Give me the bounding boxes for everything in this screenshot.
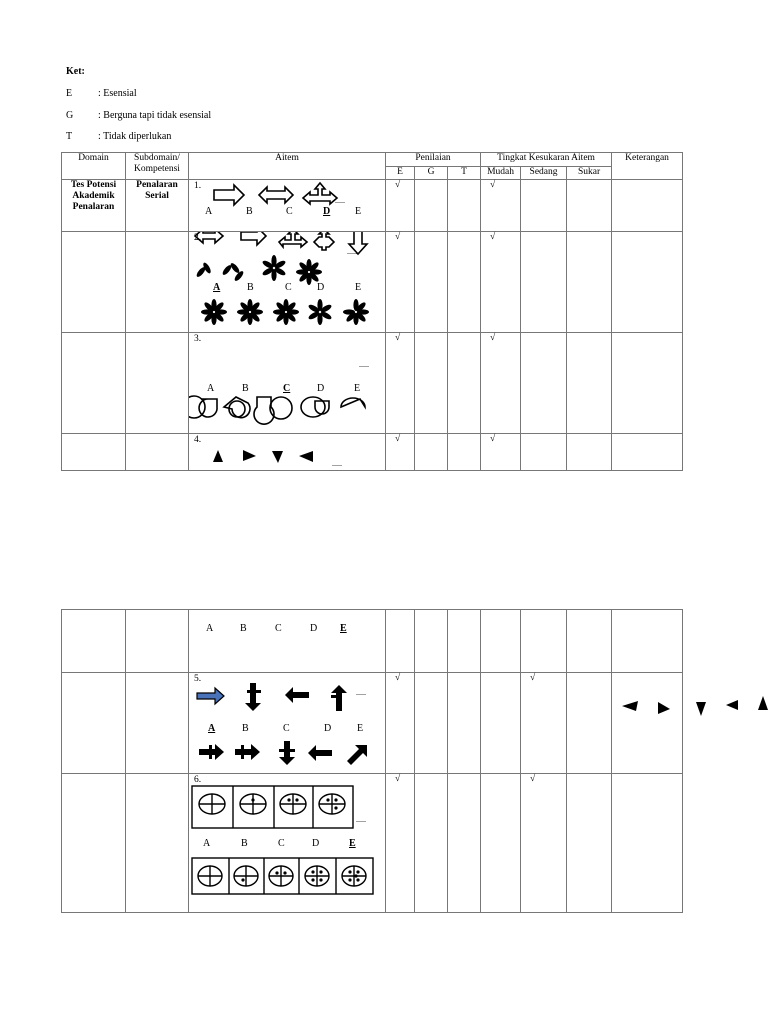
continuation-dots: .....: [356, 815, 366, 824]
item-number: 4.: [194, 435, 202, 445]
legend-code-e: E: [66, 88, 73, 99]
cell-sedang: [521, 180, 567, 232]
option-e-answer: E: [349, 838, 356, 849]
check-mudah: √: [481, 434, 521, 471]
option-a: A: [203, 838, 211, 849]
cell-g: [415, 434, 448, 471]
continuation-dots: .....: [347, 247, 357, 256]
check-e: √: [386, 434, 415, 471]
check-e: √: [386, 180, 415, 232]
legend-title: Ket:: [66, 66, 85, 77]
header-tingkat: Tingkat Kesukaran Aitem: [481, 153, 612, 167]
header-aitem: Aitem: [189, 153, 386, 180]
cell-sukar: [567, 673, 612, 774]
option-b: B: [242, 723, 249, 734]
item-2-cell: [189, 232, 386, 333]
subdomain-cell-empty: [126, 610, 189, 673]
continuation-dots: .....: [356, 688, 366, 697]
item-number: 6.: [194, 775, 202, 785]
cell-t: [448, 774, 481, 913]
cell-g: [415, 610, 448, 673]
option-d: D: [324, 723, 332, 734]
option-c: C: [285, 282, 292, 293]
cell-keterangan: [612, 333, 683, 434]
header-keterangan: Keterangan: [612, 153, 683, 180]
option-e: E: [355, 206, 362, 217]
item-1-cell: [189, 180, 386, 232]
check-sedang: √: [521, 673, 567, 774]
option-a: A: [205, 206, 213, 217]
header-sedang: Sedang: [521, 167, 567, 180]
option-a: A: [207, 383, 215, 394]
legend-desc-e: : Esensial: [98, 88, 137, 99]
option-e: E: [355, 282, 362, 293]
cell-t: [448, 180, 481, 232]
cell-g: [415, 333, 448, 434]
option-c: C: [283, 723, 290, 734]
cell-sedang: [521, 333, 567, 434]
header-penilaian: Penilaian: [386, 153, 481, 167]
item-6-figure: [189, 774, 386, 913]
cell-keterangan: [612, 774, 683, 913]
check-mudah: √: [481, 333, 521, 434]
option-a: A: [206, 623, 214, 634]
cell-keterangan: [612, 180, 683, 232]
header-sukar: Sukar: [567, 167, 612, 180]
header-t: T: [448, 167, 481, 180]
item-4-figure: [189, 434, 386, 471]
option-a-answer: A: [213, 282, 221, 293]
cell-g: [415, 673, 448, 774]
item-number: 3.: [194, 334, 202, 344]
header-e: E: [386, 167, 415, 180]
option-d: D: [310, 623, 318, 634]
continuation-dots: .....: [359, 360, 369, 369]
legend-code-t: T: [66, 131, 73, 142]
check-mudah: √: [481, 232, 521, 333]
cell-t: [448, 434, 481, 471]
cell-t: [448, 333, 481, 434]
cell-mudah: [481, 673, 521, 774]
cell-t: [448, 232, 481, 333]
cell-sukar: [567, 610, 612, 673]
item-number: 1.: [194, 181, 202, 191]
header-mudah: Mudah: [481, 167, 521, 180]
cell-t: [448, 610, 481, 673]
domain-cell-empty: [62, 610, 126, 673]
option-c: C: [278, 838, 285, 849]
cell-mudah: [481, 774, 521, 913]
cell-g: [415, 180, 448, 232]
domain-cell-empty: [62, 434, 126, 471]
check-e: √: [386, 232, 415, 333]
cell-sukar: [567, 180, 612, 232]
option-d: D: [317, 282, 325, 293]
cell-t: [448, 673, 481, 774]
cell-sedang: [521, 610, 567, 673]
item-3-cell: [189, 333, 386, 434]
legend-desc-g: : Berguna tapi tidak esensial: [98, 110, 212, 121]
cell-g: [415, 774, 448, 913]
option-d: D: [317, 383, 325, 394]
domain-cell: Tes Potensi Akademik Penalaran: [62, 180, 126, 232]
continuation-dots: .....: [332, 459, 342, 468]
cell-sukar: [567, 232, 612, 333]
option-b: B: [247, 282, 254, 293]
option-d-answer: D: [323, 206, 331, 217]
cell-e: [386, 610, 415, 673]
cell-sukar: [567, 774, 612, 913]
item-6-cell: [189, 774, 386, 913]
legend-code-g: G: [66, 110, 74, 121]
continuation-dots: .....: [335, 196, 345, 205]
domain-cell-empty: [62, 232, 126, 333]
option-b: B: [241, 838, 248, 849]
check-mudah: √: [481, 180, 521, 232]
item-number: 5.: [194, 674, 202, 684]
check-e: √: [386, 333, 415, 434]
cell-sedang: [521, 232, 567, 333]
option-b: B: [242, 383, 249, 394]
stray-triangles: [618, 692, 768, 722]
check-sedang: √: [521, 774, 567, 913]
assessment-table-page1: [61, 152, 683, 471]
option-e: E: [354, 383, 361, 394]
option-c: C: [286, 206, 293, 217]
subdomain-cell-empty: [126, 434, 189, 471]
domain-cell-empty: [62, 333, 126, 434]
option-c-answer: C: [283, 383, 291, 394]
cell-keterangan: [612, 673, 683, 774]
header-domain: Domain: [62, 153, 126, 180]
header-subdomain: Subdomain/ Kompetensi: [126, 153, 189, 180]
subdomain-cell-empty: [126, 673, 189, 774]
cell-keterangan: [612, 232, 683, 333]
option-c: C: [275, 623, 282, 634]
option-d: D: [312, 838, 320, 849]
subdomain-cell-empty: [126, 774, 189, 913]
subdomain-cell: Penalaran Serial: [126, 180, 189, 232]
cell-keterangan: [612, 610, 683, 673]
cell-sukar: [567, 333, 612, 434]
item-number: 2.: [194, 233, 202, 243]
domain-cell-empty: [62, 673, 126, 774]
cell-mudah: [481, 610, 521, 673]
subdomain-cell-empty: [126, 333, 189, 434]
check-e: √: [386, 673, 415, 774]
check-e: √: [386, 774, 415, 913]
option-b: B: [240, 623, 247, 634]
cell-g: [415, 232, 448, 333]
option-e-answer: E: [340, 623, 347, 634]
item-4-options-cell: [189, 610, 386, 673]
option-a-answer: A: [208, 723, 216, 734]
legend-desc-t: : Tidak diperlukan: [98, 131, 172, 142]
cell-sukar: [567, 434, 612, 471]
assessment-table-page2: [61, 609, 683, 913]
cell-keterangan: [612, 434, 683, 471]
item-5-cell: [189, 673, 386, 774]
option-b: B: [246, 206, 253, 217]
option-e: E: [357, 723, 364, 734]
header-g: G: [415, 167, 448, 180]
subdomain-cell-empty: [126, 232, 189, 333]
cell-sedang: [521, 434, 567, 471]
item-4-cell: [189, 434, 386, 471]
item-3-options-figure: [189, 389, 386, 425]
domain-cell-empty: [62, 774, 126, 913]
